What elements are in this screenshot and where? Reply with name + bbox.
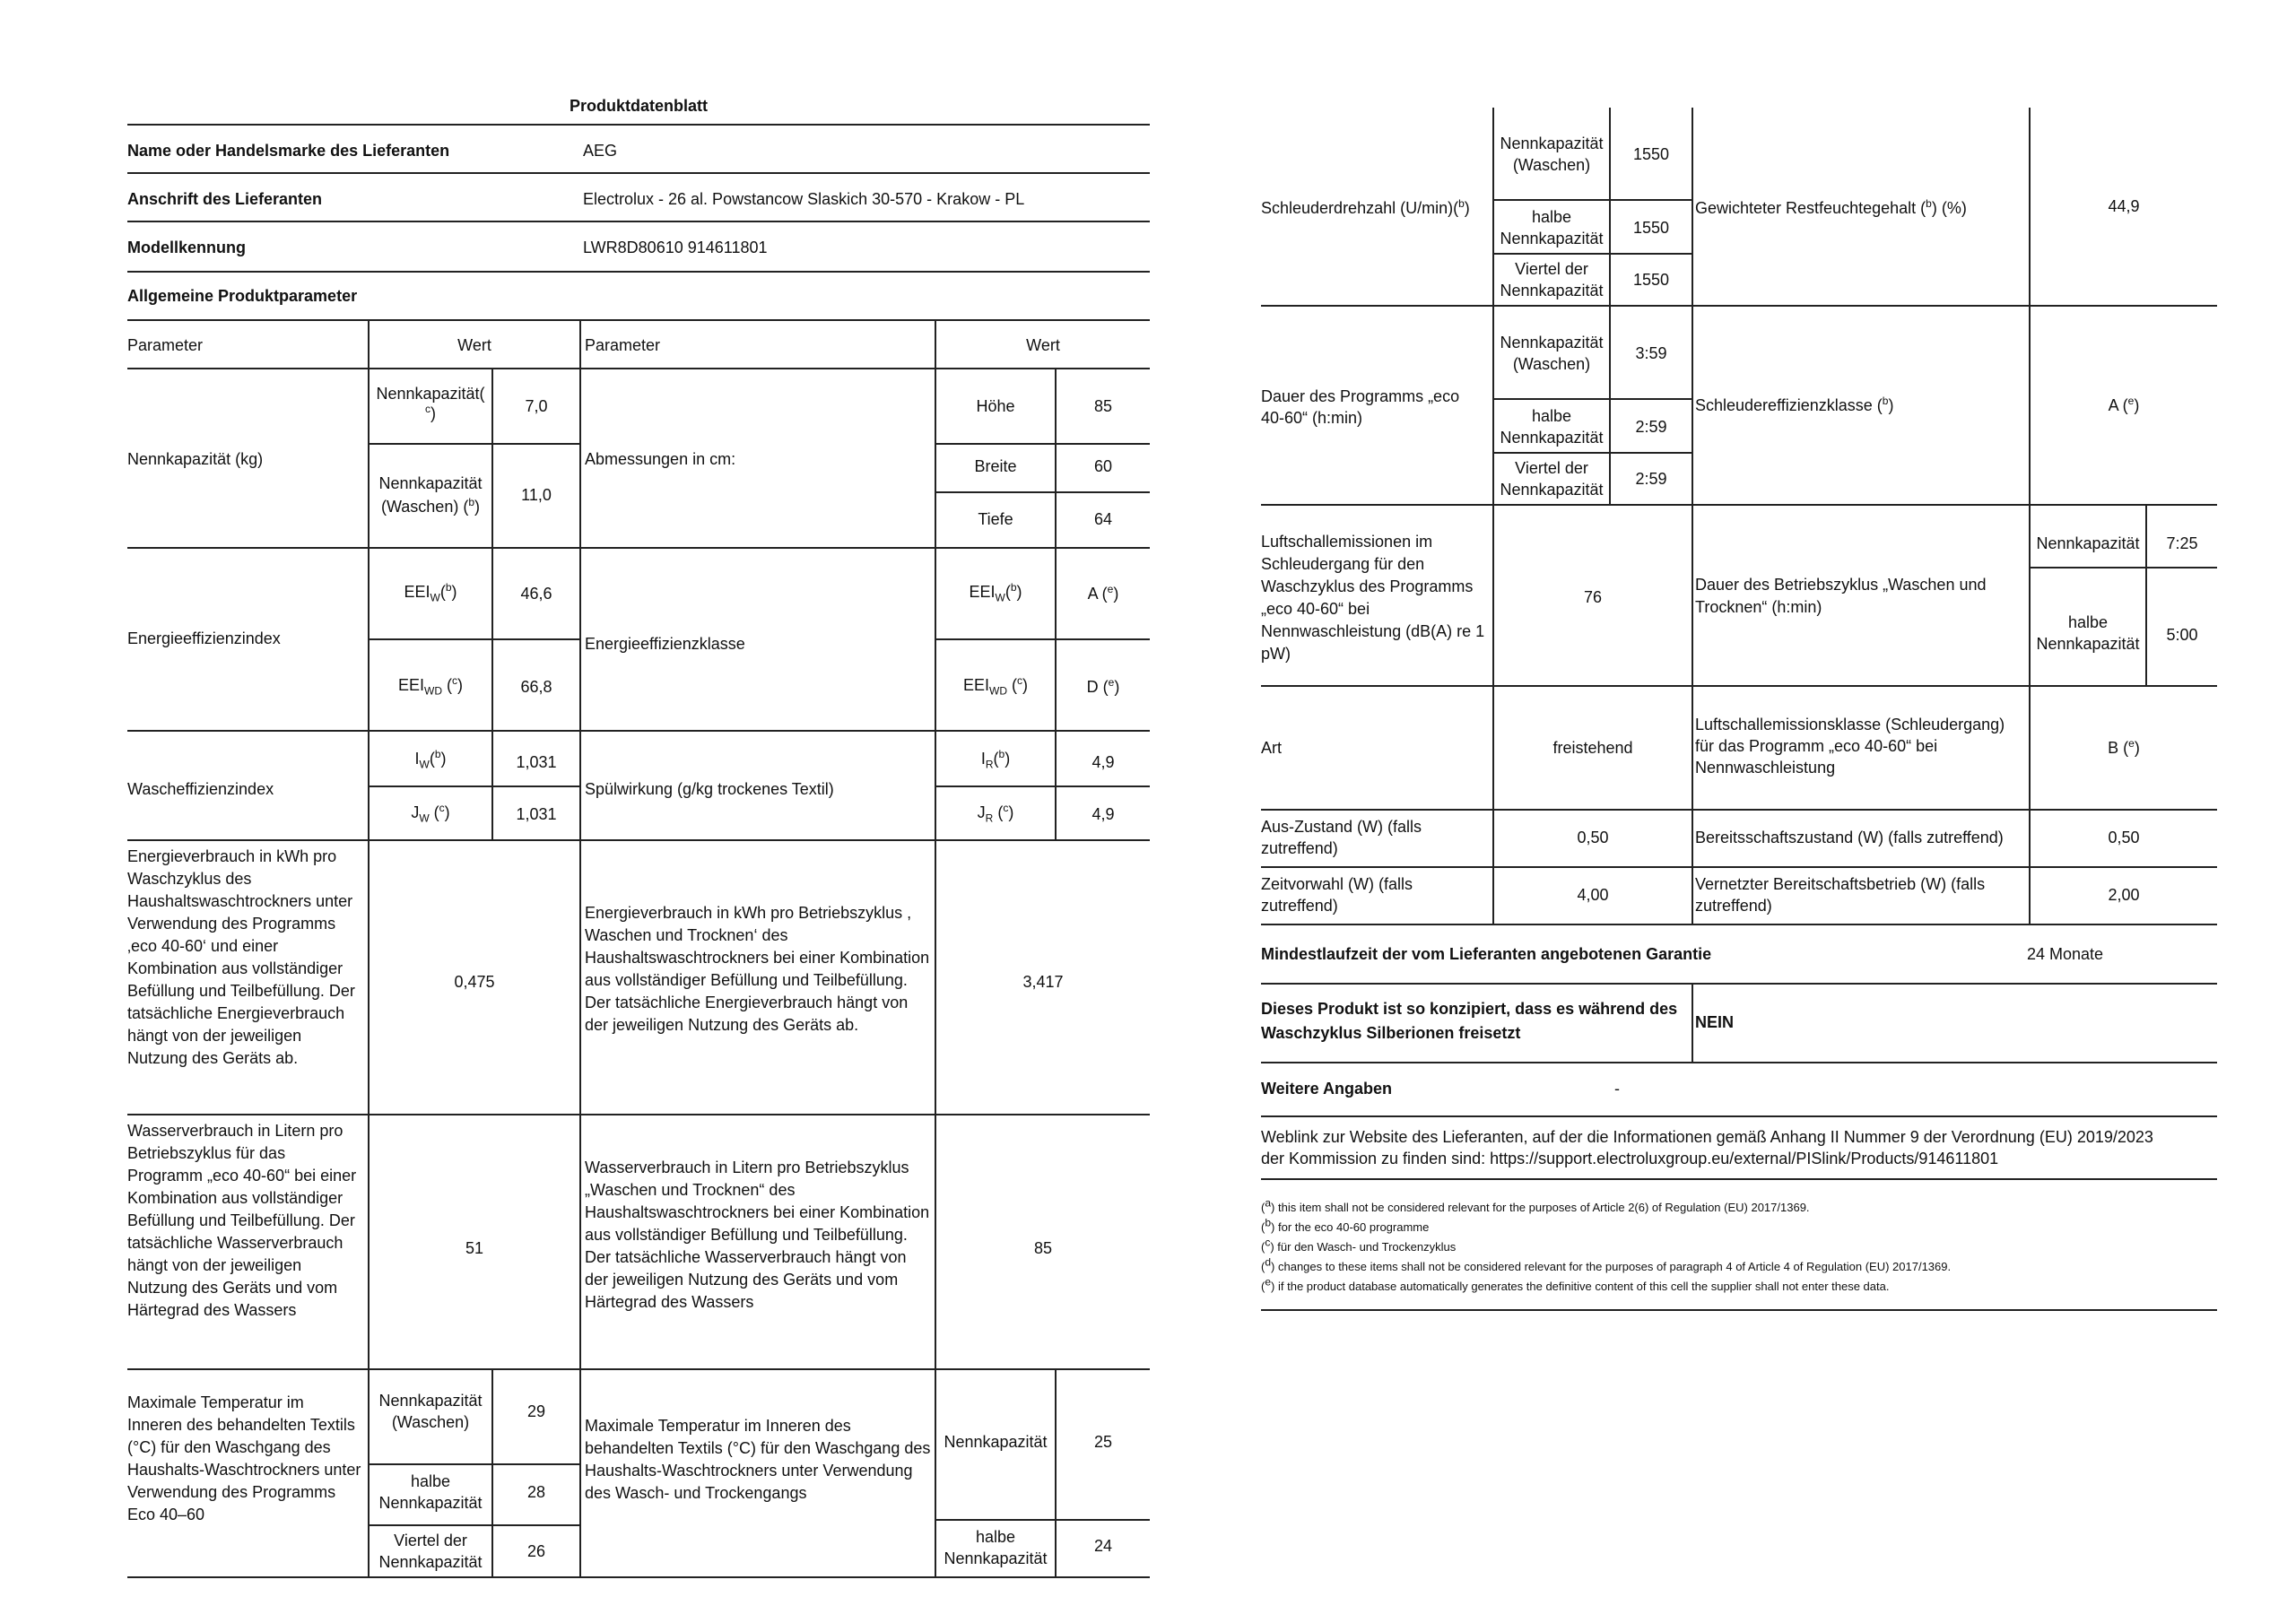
depth-label: Tiefe (978, 510, 1013, 528)
footnote: ($^e$) if the product database automatically generates the definitive content of this cell the supplier shall not enter these data. (1261, 1275, 1890, 1293)
rated-capacity-label: Nennkapazität (kg) (127, 450, 264, 468)
grid-line (368, 638, 579, 640)
grid-line (127, 1368, 1150, 1370)
spin-r2-label (1494, 206, 1609, 249)
cell-text: EEI (962, 676, 989, 694)
grid-line (1261, 1062, 2217, 1063)
temp-washdry-r2-label (936, 1526, 1055, 1569)
grid-line (1261, 809, 2217, 811)
superscript: b (998, 748, 1005, 760)
grid-line (1261, 685, 2217, 687)
iw-label: $I_W(^b)$ (414, 748, 447, 771)
divider (127, 221, 1150, 222)
grid-line (127, 1576, 1150, 1578)
spin-efficiency-class-value: A ($^e$) (2108, 395, 2140, 414)
subscript: WD (989, 684, 1007, 698)
weblink-line-1: Weblink zur Website des Lieferanten, auf der die Informationen gemäß Anhang II Nummer 9 der Verordnung (EU) 2019/2023 (1261, 1128, 2153, 1146)
address-label: Anschrift des Lieferanten (127, 190, 323, 208)
duration-r3-label (1494, 457, 1609, 500)
temp-wash-r1-value: 29 (526, 1402, 546, 1420)
footnote: ($^a$) this item shall not be considered relevant for the purposes of Article 2(6) of Regulation (EU) 2017/1369. (1261, 1196, 1810, 1214)
cell-text: Nennkapazität (1500, 481, 1604, 499)
superscript: e (1108, 676, 1115, 689)
temp-wash-text: Maximale Temperatur im Inneren des behandelten Textils (°C) für den Waschgang des Haushalts-Waschtrockners unter Verwendung des Programms Eco 40–60 (127, 1393, 361, 1523)
cell-text: Schleudereffizienzklasse ( (1695, 396, 1883, 414)
divider (127, 124, 1150, 126)
cell-text: EEI (397, 676, 424, 694)
grid-line (935, 638, 1150, 640)
superscript: e (2128, 737, 2135, 750)
eei-wd-label: $EEI_{WD}$ ($^c$) (397, 674, 463, 698)
cell-text: Nennkapazität (1500, 282, 1604, 299)
cell-text: J (977, 803, 986, 821)
superscript: c (1017, 674, 1022, 687)
temp-wash-r1-label (370, 1390, 491, 1433)
washdry-cycle-duration-text: Dauer des Betriebszyklus „Waschen und Trocknen“ (h:min) (1695, 576, 1987, 616)
cell-text: Nennkapazität (378, 474, 483, 492)
rated-capacity-sub-label (370, 384, 491, 423)
cell-text: ) (474, 498, 481, 516)
footnote-text: changes to these items shall not be considered relevant for the purposes of paragraph 4 of Article 4 of Regulation (EU) 2017/1369. (1277, 1260, 1952, 1273)
footnote: ($^d$) changes to these items shall not be considered relevant for the purposes of paragraph 4 of Article 4 of Regulation (EU) 2017/1369. (1261, 1255, 1952, 1273)
col-header-parameter: Parameter (585, 336, 661, 354)
subscript: W (419, 758, 430, 771)
dimensions-label: Abmessungen in cm: (585, 450, 736, 468)
cell-text: Gewichteter Restfeuchtegehalt ( (1695, 199, 1926, 217)
grid-line (1492, 452, 1692, 454)
noise-value: 76 (1583, 588, 1603, 606)
superscript: a (1265, 1196, 1272, 1210)
warranty-label: Mindestlaufzeit der vom Lieferanten angebotenen Garantie (1261, 945, 1712, 963)
cell-text: Nennkapazität (1500, 135, 1604, 152)
residual-moisture-label (1695, 197, 1967, 220)
spin-r2-value: 1550 (1632, 219, 1670, 237)
superscript: c (1265, 1236, 1271, 1249)
type-value: freistehend (1552, 739, 1633, 757)
duration-r1-label (1494, 332, 1609, 375)
program-duration-label (1261, 386, 1459, 429)
subscript: WD (424, 684, 442, 698)
grid-line (1261, 866, 2217, 868)
energy-wash-text: Energieverbrauch in kWh pro Waschzyklus des Haushaltswaschtrockners unter Verwendung des Programms ‚eco 40-60‘ und einer Kombination aus vollständiger Befüllung und Teilbefüllung. Der tatsächliche Energieverbrauch hängt von der jeweiligen Nutzung des Geräts ab. (127, 847, 355, 1067)
temp-washdry-r2-value: 24 (1093, 1537, 1113, 1555)
cell-text: EEI (969, 583, 996, 601)
grid-line (127, 839, 1150, 841)
spin-r3-label (1494, 258, 1609, 301)
eek-wd-label: $EEI_{WD}$ ($^c$) (962, 674, 1028, 698)
networked-standby-text: Vernetzter Bereitschaftsbetrieb (W) (falls zutreffend) (1695, 875, 1986, 915)
cell-text: halbe (1531, 407, 1572, 425)
superscript: b (434, 748, 441, 760)
spin-r3-value: 1550 (1632, 271, 1670, 289)
spin-r1-value: 1550 (1632, 145, 1670, 163)
grid-line (1692, 985, 1693, 1063)
cell-text: I (980, 750, 986, 768)
grid-line (1261, 924, 2217, 925)
grid-line (2029, 567, 2217, 568)
cell-text: (Waschen) (1512, 156, 1591, 174)
cell-text: Nennkapazität (378, 1392, 483, 1410)
footnote: ($^c$) für den Wasch- und Trockenzyklus (1261, 1236, 1457, 1254)
grid-line (935, 443, 1150, 445)
grid-line (1261, 504, 2217, 506)
further-info-label: Weitere Angaben (1261, 1080, 1393, 1098)
grid-line (368, 785, 579, 787)
eei-w-label: $EEI_W(^b)$ (404, 581, 457, 604)
model-label: Modellkennung (127, 239, 246, 256)
cell-text: Viertel der (1515, 459, 1588, 477)
duration-r2-label (1494, 405, 1609, 448)
grid-line (368, 443, 579, 445)
energy-washdry-value: 3,417 (1022, 973, 1064, 991)
jr-value: 4,9 (1091, 805, 1115, 823)
grid-line (1492, 398, 1692, 400)
off-mode-text: Aus-Zustand (W) (falls zutreffend) (1261, 818, 1422, 857)
cell-text: Dauer des Programms „eco (1261, 387, 1460, 405)
cell-text: ) (430, 404, 436, 422)
wash-efficiency-label: Wascheffizienzindex (127, 780, 274, 798)
grid-line (127, 730, 1150, 732)
cell-text: Nennkapazität (944, 1549, 1048, 1567)
silver-ions-value: NEIN (1695, 1013, 1735, 1031)
grid-line (1261, 305, 2217, 307)
grid-line (935, 491, 1150, 493)
cell-text: (Waschen) (1512, 355, 1591, 373)
eei-label: Energieeffizienzindex (127, 629, 281, 647)
eei-w-value: 46,6 (520, 585, 552, 603)
subscript: W (430, 591, 440, 604)
page-title: Produktdatenblatt (569, 97, 708, 115)
duration-r2-value: 2:59 (1635, 418, 1667, 436)
networked-standby-value: 2,00 (2108, 886, 2140, 904)
superscript: c (452, 674, 457, 687)
noise-class-value: B ($^e$) (2108, 737, 2140, 757)
washdry-r2-value: 5:00 (2166, 626, 2198, 644)
delay-start-text: Zeitvorwahl (W) (falls zutreffend) (1261, 875, 1413, 915)
grid-line (1492, 199, 1692, 201)
supplier-value: AEG (583, 142, 618, 160)
cell-text: A (2108, 396, 2118, 414)
superscript: b (1882, 395, 1889, 407)
temp-washdry-r1-value: 25 (1093, 1433, 1113, 1451)
cell-text: Nennkapazität (1500, 429, 1604, 447)
type-label: Art (1261, 739, 1283, 757)
footnote-text: for the eco 40-60 programme (1277, 1220, 1430, 1234)
cell-text: D (1086, 678, 1099, 696)
ir-value: 4,9 (1091, 753, 1115, 771)
further-info-value: - (1614, 1080, 1620, 1098)
energy-wash-value: 0,475 (454, 973, 495, 991)
superscript: e (2127, 395, 2135, 407)
cell-text: (Waschen) ( (380, 498, 469, 516)
eei-wd-value: 66,8 (520, 678, 552, 696)
rinse-label: Spülwirkung (g/kg trockenes Textil) (585, 780, 834, 798)
width-value: 60 (1093, 457, 1113, 475)
noise-text: Luftschallemissionen im Schleudergang für den Waschzyklus des Programms „eco 40-60“ bei Nennwaschleistung (dB(A) re 1 pW) (1261, 533, 1485, 663)
superscript: b (1458, 197, 1465, 210)
off-mode-value: 0,50 (1577, 829, 1609, 846)
subscript: R (985, 812, 994, 825)
subscript: R (985, 758, 994, 771)
cell-text: I (414, 750, 420, 768)
cell-text: Nennkapazität (1500, 334, 1604, 352)
grid-line (1609, 108, 1611, 506)
water-wash-text: Wasserverbrauch in Litern pro Betriebszyklus für das Programm „eco 40-60“ bei einer Kombination aus vollständiger Befüllung und Teilbefüllung. Der tatsächliche Wasserverbrauch hängt von der jeweiligen Nutzung des Geräts und vom Härtegrad des Wassers (127, 1122, 357, 1319)
cell-text: Nennkapazität (378, 1494, 483, 1512)
energy-class-label: Energieeffizienzklasse (585, 635, 745, 653)
cell-text: Nennkapazität( (376, 385, 485, 403)
col-header-value: Wert (1026, 336, 1060, 354)
temp-wash-r2-value: 28 (526, 1483, 546, 1501)
residual-moisture-value: 44,9 (2108, 197, 2140, 215)
jw-label: $J_W$ ($^c$) (411, 802, 450, 825)
grid-line (935, 1519, 1150, 1521)
cell-text: ) (1888, 396, 1894, 414)
grid-line (1261, 1309, 2217, 1311)
grid-line (1492, 253, 1692, 255)
col-header-parameter: Parameter (127, 336, 204, 354)
superscript: b (1010, 581, 1017, 594)
eek-w-label: $EEI_W(^b)$ (969, 581, 1022, 604)
eek-wd-value: D ($^e$) (1086, 676, 1120, 696)
cell-text: Viertel der (394, 1532, 467, 1549)
subscript: W (419, 812, 430, 825)
spin-speed-label (1261, 197, 1470, 220)
weblink-line-2[interactable]: der Kommission zu finden sind: https://support.electroluxgroup.eu/external/PISlink/Products/914611801 (1261, 1150, 1999, 1167)
cell-text: Schleuderdrehzahl (U/min)( (1261, 199, 1459, 217)
superscript: b (468, 496, 475, 508)
footnote: ($^b$) for the eco 40-60 programme (1261, 1216, 1430, 1234)
spin-efficiency-class-label (1695, 395, 1893, 417)
superscript: c (439, 802, 445, 814)
standby-text: Bereitsschaftszustand (W) (falls zutreffend) (1695, 829, 2004, 846)
temp-wash-r3-label (370, 1530, 491, 1573)
height-value: 85 (1093, 397, 1113, 415)
water-washdry-value: 85 (1033, 1239, 1053, 1257)
duration-r3-value: 2:59 (1635, 470, 1667, 488)
water-washdry-text: Wasserverbrauch in Litern pro Betriebszyklus „Waschen und Trocknen“ des Haushaltswaschtrockners bei einer Kombination aus vollständiger Befüllung und Teilbefüllung. Der tatsächliche Wasserverbrauch hängt von der jeweiligen Nutzung des Geräts und vom Härtegrad des Wassers (585, 1159, 930, 1311)
superscript: c (1003, 802, 1009, 814)
temp-wash-r3-value: 26 (526, 1542, 546, 1560)
footnote-text: für den Wasch- und Trockenzyklus (1277, 1240, 1457, 1254)
rated-capacity-wash-label (370, 472, 491, 518)
grid-line (2029, 108, 2031, 925)
cell-text: EEI (404, 583, 430, 601)
divider (127, 319, 1150, 321)
superscript: e (1265, 1275, 1272, 1289)
superscript: c (425, 403, 430, 415)
footnote-text: if the product database automatically generates the definitive content of this cell the supplier shall not enter these data. (1277, 1280, 1890, 1293)
model-value: LWR8D80610 914611801 (583, 239, 768, 256)
superscript: b (445, 581, 452, 594)
grid-line (127, 368, 1150, 369)
cell-text: halbe (410, 1472, 451, 1490)
col-header-value: Wert (457, 336, 491, 354)
height-label: Höhe (976, 397, 1015, 415)
washdry-r1-value: 7:25 (2166, 534, 2198, 552)
temp-washdry-text: Maximale Temperatur im Inneren des behandelten Textils (°C) für den Waschgang des Haushalts-Waschtrockners unter Verwendung des Wasch- und Trockengangs (585, 1417, 931, 1502)
general-params-label: Allgemeine Produktparameter (127, 287, 358, 305)
cell-text: Nennkapazität (378, 1553, 483, 1571)
warranty-value: 24 Monate (2027, 945, 2104, 963)
grid-line (368, 1463, 579, 1465)
grid-line (579, 319, 581, 1578)
grid-line (1692, 108, 1693, 925)
standby-value: 0,50 (2108, 829, 2140, 846)
divider (127, 271, 1150, 273)
cell-text: Viertel der (1515, 260, 1588, 278)
cell-text: J (411, 803, 420, 821)
cell-text: halbe (2067, 613, 2109, 631)
superscript: e (1107, 583, 1114, 595)
washdry-r2-label (2031, 612, 2145, 655)
cell-text: halbe (975, 1528, 1016, 1546)
spin-r1-label (1494, 133, 1609, 176)
address-value: Electrolux - 26 al. Powstancow Slaskich 30-570 - Krakow - PL (583, 190, 1025, 208)
supplier-label: Name oder Handelsmarke des Lieferanten (127, 142, 450, 160)
superscript: b (1926, 197, 1932, 210)
footnote-text: this item shall not be considered relevant for the purposes of Article 2(6) of Regulation (EU) 2017/1369. (1277, 1201, 1810, 1214)
cell-text: ) (1464, 199, 1470, 217)
water-wash-value: 51 (465, 1239, 484, 1257)
ir-label: $I_R(^b)$ (980, 748, 1011, 771)
silver-ions-text: Dieses Produkt ist so konzipiert, dass es während des Waschzyklus Silberionen freisetzt (1261, 1000, 1678, 1042)
superscript: d (1265, 1255, 1272, 1269)
rated-capacity-value: 7,0 (525, 397, 548, 415)
delay-start-value: 4,00 (1577, 886, 1609, 904)
rated-capacity-wash-value: 11,0 (521, 486, 552, 504)
cell-text: B (2108, 739, 2119, 757)
duration-r1-value: 3:59 (1635, 344, 1667, 362)
eek-w-value: A ($^e$) (1087, 583, 1119, 603)
energy-washdry-text: Energieverbrauch in kWh pro Betriebszyklus , Waschen und Trocknen‘ des Haushaltswaschtrockners bei einer Kombination aus vollständiger Befüllung und Teilbefüllung. Der tatsächliche Energieverbrauch hängt von der jeweiligen Nutzung des Geräts ab. (585, 904, 930, 1034)
depth-value: 64 (1093, 510, 1113, 528)
jr-label: $J_R$ ($^c$) (977, 802, 1014, 825)
washdry-r1-label: Nennkapazität (2036, 534, 2140, 552)
divider (127, 172, 1150, 174)
grid-line (127, 1114, 1150, 1115)
cell-text: Nennkapazität (2036, 635, 2140, 653)
grid-line (1261, 1115, 2217, 1117)
cell-text: 40-60“ (h:min) (1261, 409, 1363, 427)
cell-text: halbe (1531, 208, 1572, 226)
jw-value: 1,031 (516, 805, 557, 823)
grid-line (127, 547, 1150, 549)
grid-line (1261, 983, 2217, 985)
cell-text: A (1087, 585, 1098, 603)
subscript: W (995, 591, 1005, 604)
temp-washdry-r1-label: Nennkapazität (944, 1433, 1048, 1451)
noise-class-text: Luftschallemissionsklasse (Schleudergang) für das Programm „eco 40-60“ bei Nennwaschleistung (1695, 716, 2005, 777)
cell-text: ) (%) (1931, 199, 1967, 217)
grid-line (1261, 1178, 2217, 1180)
width-label: Breite (974, 457, 1017, 475)
grid-line (368, 1524, 579, 1526)
iw-value: 1,031 (516, 753, 557, 771)
cell-text: Nennkapazität (1500, 230, 1604, 247)
temp-wash-r2-label (370, 1471, 491, 1514)
grid-line (935, 785, 1150, 787)
superscript: b (1265, 1216, 1272, 1229)
cell-text: (Waschen) (391, 1413, 470, 1431)
